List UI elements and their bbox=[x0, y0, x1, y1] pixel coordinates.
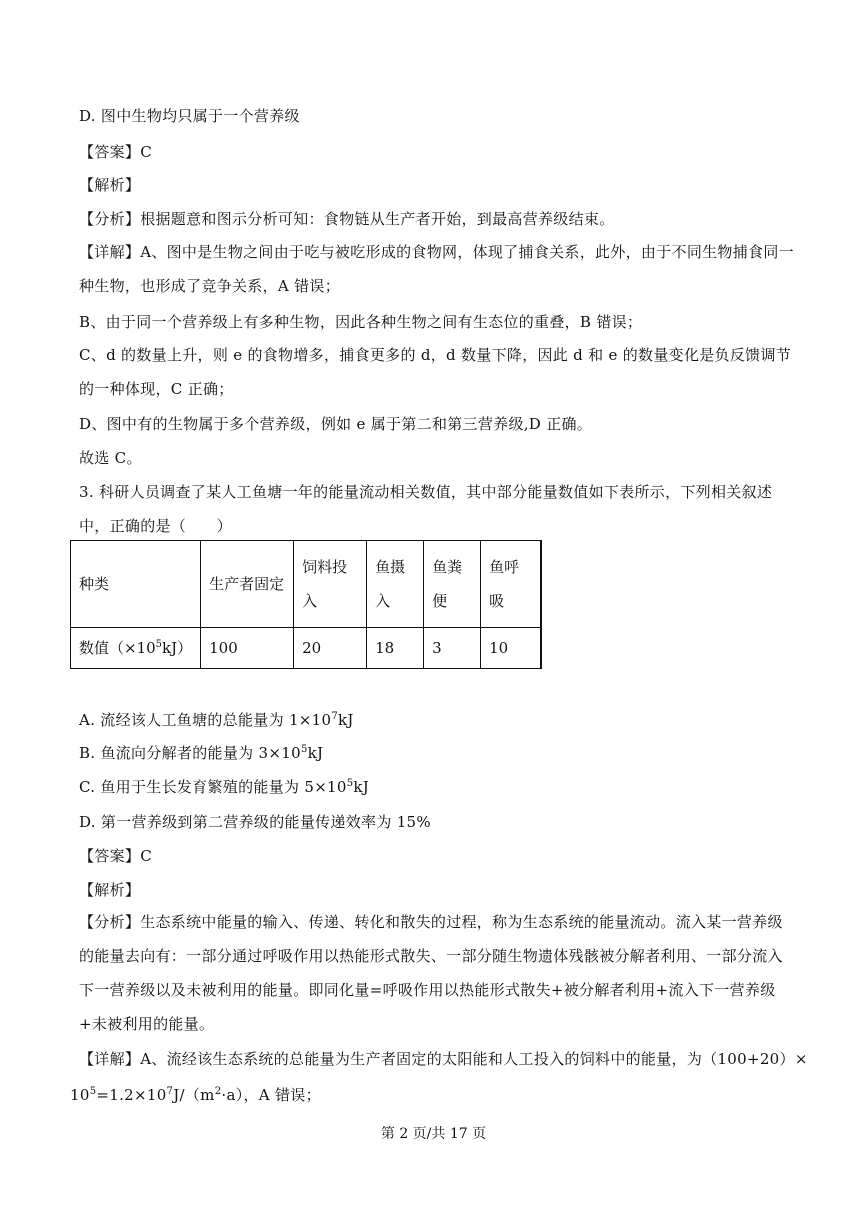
value-cell: 3 bbox=[424, 628, 481, 669]
table-row bbox=[71, 628, 542, 669]
detail-a-2-line2 bbox=[70, 1085, 797, 1105]
formula-exponent: 2 bbox=[214, 1086, 222, 1097]
option-b bbox=[79, 743, 797, 763]
header-cell: 鱼呼吸 bbox=[481, 541, 542, 628]
header-cell: 生产者固定 bbox=[201, 541, 294, 628]
option-c-text: C. 鱼用于生长发育繁殖的能量为 5×10 bbox=[79, 778, 347, 796]
analysis-text-2: 【分析】生态系统中能量的输入、传递、转化和散失的过程，称为生态系统的能量流动。流入某一营养级的能量去向有：一部分通过呼吸作用以热能形式散失、一部分随生物遗体残骸被分解者利用、一部分流入下一营养级以及未被利用的能量。即同化量=呼吸作用以热能形式散失+被分解者利用+流入下一营养级+未被利用的能量。 bbox=[79, 913, 783, 1033]
detail-a-1: 【详解】A、图中是生物之间由于吃与被吃形成的食物网，体现了捕食关系，此外，由于不同生物捕食同一种生物，也形成了竞争关系，A 错误； bbox=[79, 243, 794, 295]
row-label-cell bbox=[71, 628, 201, 669]
option-b-exponent: 5 bbox=[300, 744, 308, 755]
option-a-unit: kJ bbox=[338, 711, 354, 729]
table-header-row bbox=[71, 541, 542, 628]
header-cell: 鱼摄入 bbox=[367, 541, 424, 628]
formula-part: 10 bbox=[70, 1086, 90, 1104]
option-d-prev: D. 图中生物均只属于一个营养级 bbox=[79, 107, 300, 125]
value-cell: 100 bbox=[201, 628, 294, 669]
page-footer: 第 2 页/共 17 页 bbox=[380, 1126, 487, 1142]
formula-part: ·a），A 错误； bbox=[221, 1086, 321, 1104]
option-c-unit: kJ bbox=[353, 778, 370, 796]
option-a-text: A. 流经该人工鱼塘的总能量为 1×10 bbox=[79, 711, 332, 729]
detail-b-1: B、由于同一个营养级上有多种生物，因此各种生物之间有生态位的重叠，B 错误； bbox=[79, 313, 643, 331]
analysis-heading-1: 【解析】 bbox=[79, 176, 141, 194]
formula-part: J/（m bbox=[173, 1086, 215, 1104]
value-cell: 10 bbox=[481, 628, 542, 669]
header-cell: 饲料投入 bbox=[294, 541, 367, 628]
option-b-unit: kJ bbox=[307, 744, 324, 762]
analysis-heading-2: 【解析】 bbox=[79, 881, 141, 899]
option-c-exponent: 5 bbox=[346, 778, 354, 789]
header-cell: 种类 bbox=[71, 541, 201, 628]
formula-part: =1.2×10 bbox=[96, 1086, 167, 1104]
detail-d-1: D、图中有的生物属于多个营养级，例如 e 属于第二和第三营养级,D 正确。 bbox=[79, 415, 593, 433]
answer-label-2: 【答案】C bbox=[79, 847, 152, 865]
question-3-stem: 3. 科研人员调查了某人工鱼塘一年的能量流动相关数值，其中部分能量数值如下表所示，下列相关叙述中，正确的是（ ） bbox=[79, 483, 773, 535]
detail-c-1: C、d 的数量上升，则 e 的食物增多，捕食更多的 d，d 数量下降，因此 d 和 e 的数量变化是负反馈调节的一种体现，C 正确； bbox=[79, 346, 792, 398]
option-b-text: B. 鱼流向分解者的能量为 3×10 bbox=[79, 744, 301, 762]
answer-label-1: 【答案】C bbox=[79, 143, 152, 161]
option-a bbox=[79, 710, 797, 730]
option-a-exponent: 7 bbox=[331, 711, 339, 722]
analysis-text-1: 【分析】根据题意和图示分析可知：食物链从生产者开始，到最高营养级结束。 bbox=[79, 210, 615, 228]
conclusion-1: 故选 C。 bbox=[79, 449, 142, 467]
option-c bbox=[79, 777, 797, 797]
row-label-exponent: 5 bbox=[155, 639, 163, 650]
header-cell: 鱼粪便 bbox=[424, 541, 481, 628]
energy-table bbox=[70, 540, 542, 669]
formula-exponent: 7 bbox=[166, 1086, 174, 1097]
formula-exponent: 5 bbox=[89, 1086, 97, 1097]
row-label-text: 数值（×10 bbox=[79, 639, 156, 657]
detail-a-2-line1: 【详解】A、流经该生态系统的总能量为生产者固定的太阳能和人工投入的饲料中的能量，为（100+20）× bbox=[79, 1050, 808, 1068]
value-cell: 20 bbox=[294, 628, 367, 669]
value-cell: 18 bbox=[367, 628, 424, 669]
row-label-unit: kJ） bbox=[162, 639, 193, 657]
option-d: D. 第一营养级到第二营养级的能量传递效率为 15% bbox=[79, 813, 431, 831]
